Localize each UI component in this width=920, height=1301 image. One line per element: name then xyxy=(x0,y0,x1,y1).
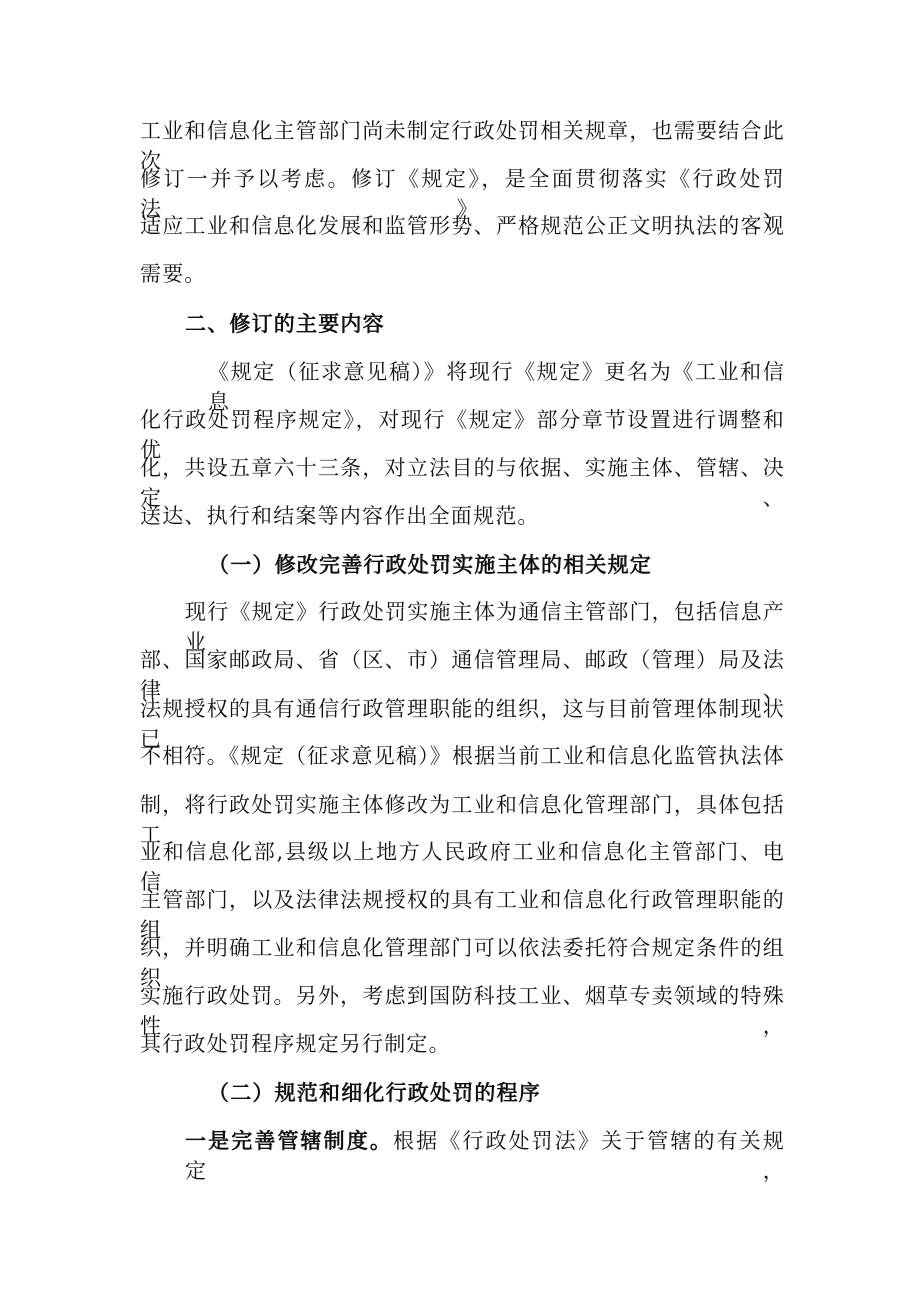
subsection-heading: （二）规范和细化行政处罚的程序 xyxy=(208,1081,541,1105)
paragraph-line: 需要。 xyxy=(140,262,207,286)
paragraph-line: 现行《规定》行政处罚实施主体为通信主管部门，包括信息产业 xyxy=(185,600,785,654)
paragraph-line: 主管部门，以及法律法规授权的具有工业和信息化行政管理职能的组 xyxy=(140,888,785,942)
paragraph-line: 《规定（征求意见稿）》将现行《规定》更名为《工业和信息 xyxy=(208,360,785,414)
paragraph-line: 法规授权的具有通信行政管理职能的组织，这与目前管理体制现状已 xyxy=(140,697,785,751)
lead-bold-text: 一是完善管辖制度。 xyxy=(185,1129,394,1153)
paragraph-line: 化，共设五章六十三条，对立法目的与依据、实施主体、管辖、决定、 xyxy=(140,456,785,510)
paragraph-line: 化行政处罚程序规定》，对现行《规定》部分章节设置进行调整和优 xyxy=(140,408,785,462)
paragraph-line: 修订一并予以考虑。修订《规定》，是全面贯彻落实《行政处罚法》、 xyxy=(140,167,785,221)
paragraph-line: 送达、执行和结案等内容作出全面规范。 xyxy=(140,504,540,528)
paragraph-line: 制，将行政处罚实施主体修改为工业和信息化管理部门，具体包括工 xyxy=(140,793,785,847)
paragraph-line: 不相符。《规定（征求意见稿）》根据当前工业和信息化监管执法体 xyxy=(140,744,785,768)
paragraph-line: 部、国家邮政局、省（区、市）通信管理局、邮政（管理）局及法律、 xyxy=(140,648,785,702)
paragraph-line: 业和信息化部,县级以上地方人民政府工业和信息化主管部门、电信 xyxy=(140,840,785,894)
subsection-heading: （一）修改完善行政处罚实施主体的相关规定 xyxy=(208,553,652,577)
paragraph-line: 其行政处罚程序规定另行制定。 xyxy=(140,1032,451,1056)
lead-rest-text: 根据《行政处罚法》关于管辖的有关规定， xyxy=(185,1129,785,1183)
paragraph-line: 工业和信息化主管部门尚未制定行政处罚相关规章，也需要结合此次 xyxy=(140,119,785,173)
section-heading: 二、修订的主要内容 xyxy=(185,312,385,336)
paragraph-line xyxy=(185,1126,785,1186)
paragraph-line: 织，并明确工业和信息化管理部门可以依法委托符合规定条件的组织 xyxy=(140,936,785,990)
paragraph-line: 实施行政处罚。另外，考虑到国防科技工业、烟草专卖领域的特殊性， xyxy=(140,984,785,1038)
paragraph-line: 适应工业和信息化发展和监管形势、严格规范公正文明执法的客观 xyxy=(140,214,785,238)
